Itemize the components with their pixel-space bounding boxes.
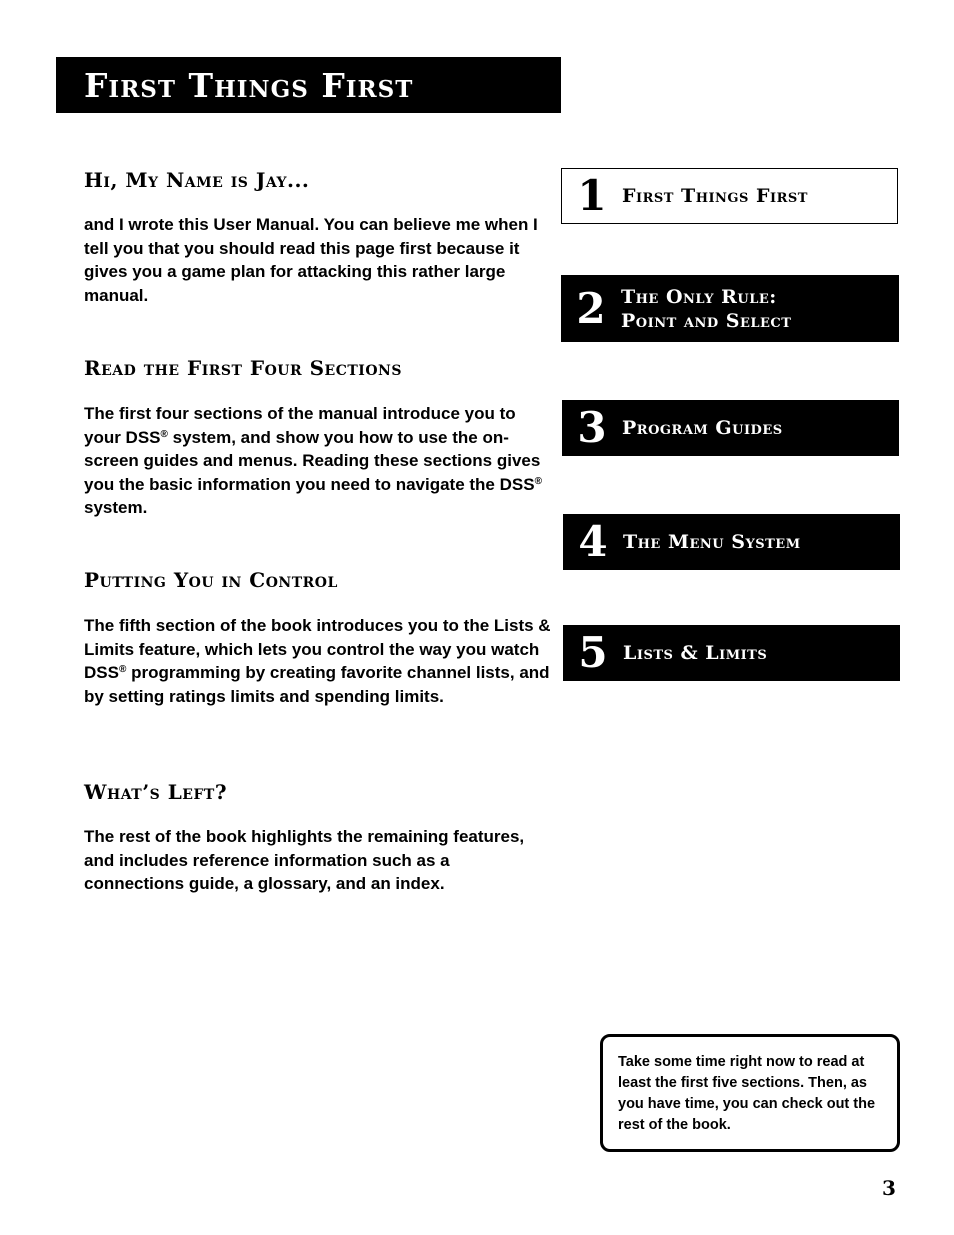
section-tab-5: [563, 625, 900, 681]
section-number: 3: [577, 403, 607, 452]
tip-box: [600, 1034, 900, 1152]
section-label: Program Guides: [622, 417, 783, 439]
heading-in-control: Putting You in Control: [84, 568, 338, 592]
paragraph-first-four: The first four sections of the manual introduce you to your DSS® system, and show you how to use the on-screen guides and menus. Reading these sections gives you the basic information you need to navigate the DSS® system.: [84, 404, 542, 517]
section-number: 2: [576, 283, 606, 333]
section-tab-2: [561, 275, 899, 342]
section-number: 5: [578, 628, 608, 677]
section-label: First Things First: [622, 185, 808, 207]
registered-mark: ®: [160, 428, 168, 440]
paragraph-whats-left: The rest of the book highlights the remaining features, and includes reference information such as a connections guide, a glossary, and an index.: [84, 827, 525, 893]
section-tab-1: [561, 168, 898, 224]
chapter-title: First Things First: [84, 66, 414, 105]
section-label: Lists & Limits: [623, 642, 768, 664]
section-tab-4: [563, 514, 900, 570]
registered-mark: ®: [118, 664, 127, 675]
paragraph-intro: and I wrote this User Manual. You can believe me when I tell you that you should read this page first because it gives you a game plan for attacking this rather large manual.: [84, 215, 538, 305]
tip-text: Take some time right now to read at least the first five sections. Then, as you have time, you can check out the rest of the book.: [618, 1054, 876, 1133]
heading-whats-left: What’s Left?: [84, 780, 228, 804]
heading-first-four: Read the First Four Sections: [84, 356, 402, 380]
section-number: 1: [577, 171, 607, 220]
chapter-banner: [56, 57, 561, 113]
section-label: The Menu System: [623, 531, 801, 553]
section-number: 4: [578, 517, 608, 566]
paragraph-in-control: The fifth section of the book introduces you to the Lists & Limits feature, which lets you control the way you watch DSS® programming by creating favorite channel lists, and by setting ratings limits and spending limits.: [84, 616, 551, 706]
section-label: The Only Rule: Point and Select: [621, 285, 792, 332]
section-tab-3: [562, 400, 899, 456]
heading-intro: Hi, My Name is Jay...: [84, 168, 310, 192]
registered-mark: ®: [534, 475, 542, 487]
page-number: 3: [882, 1176, 896, 1200]
